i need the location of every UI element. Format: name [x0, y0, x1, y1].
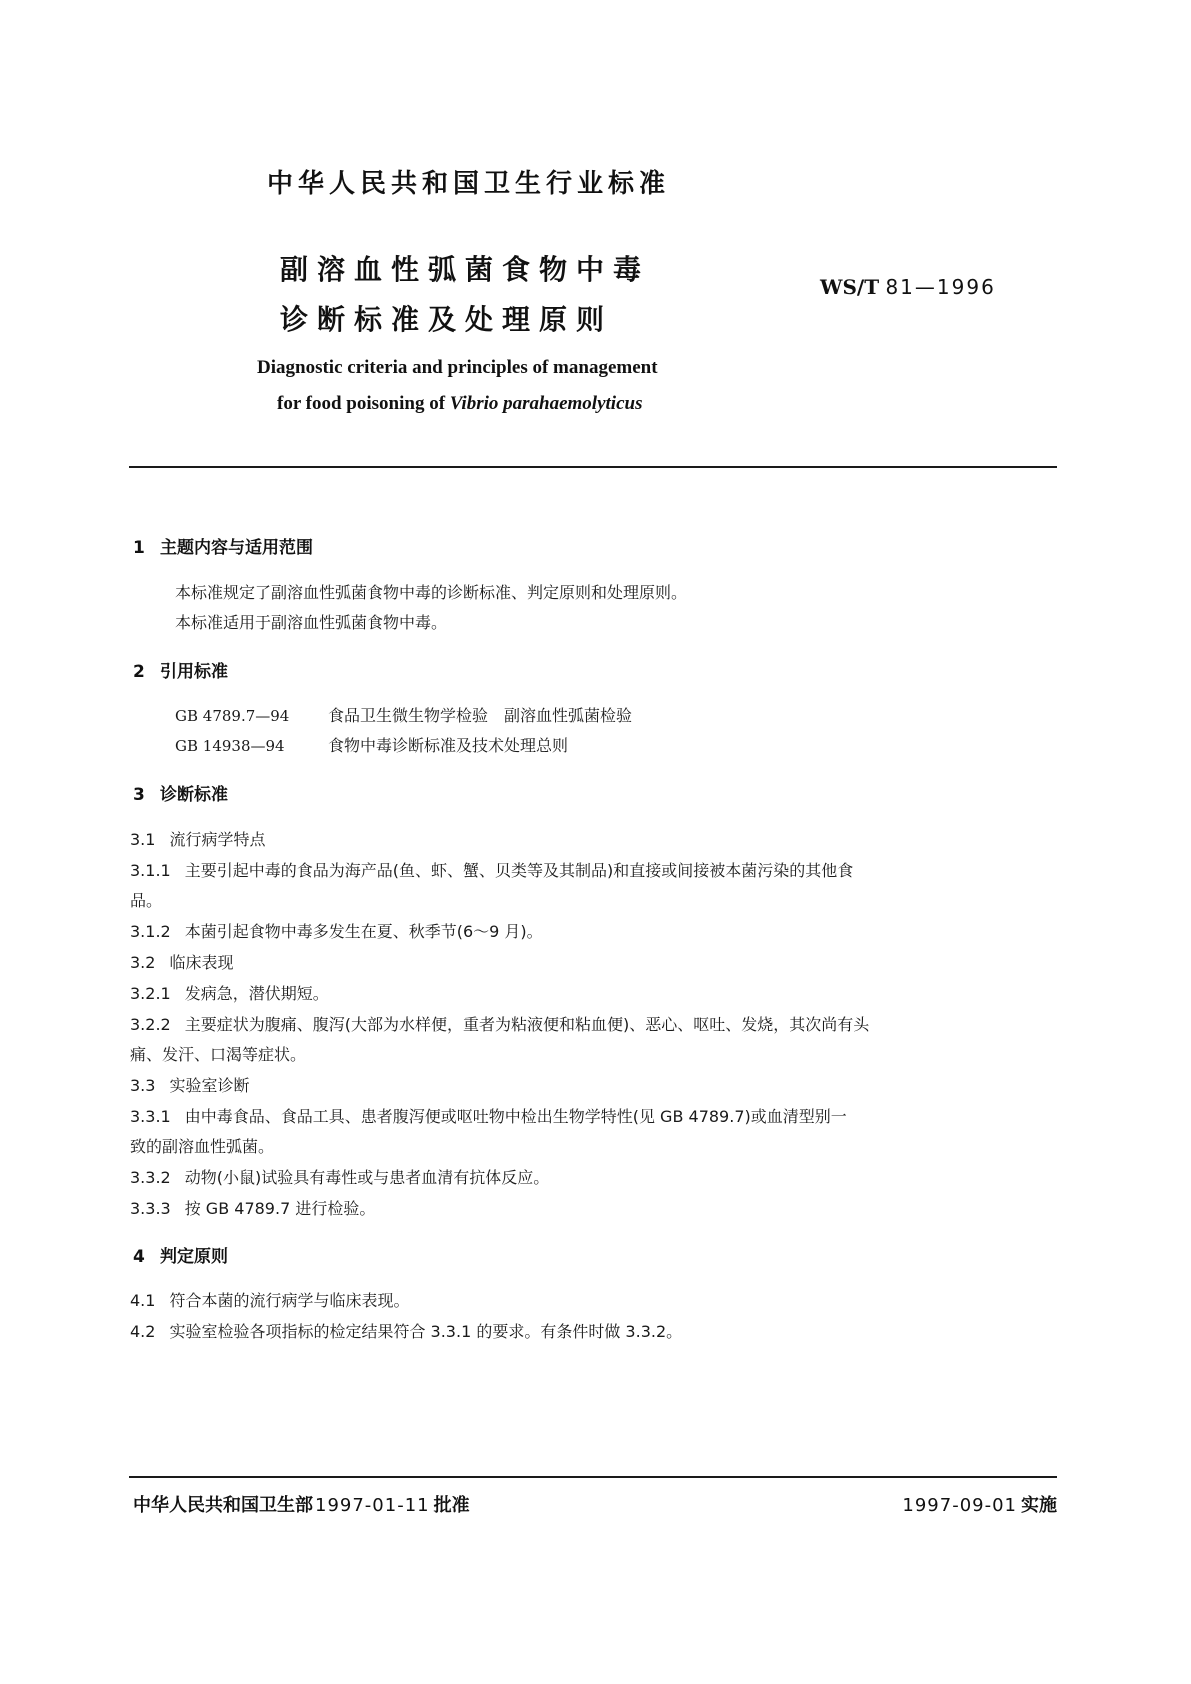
clause-text: 按 GB 4789.7 进行检验。	[184, 1199, 376, 1218]
section-1-paragraph-2: 本标准适用于副溶血性弧菌食物中毒。	[175, 613, 448, 632]
clause-number: 3.3	[130, 1076, 156, 1095]
standard-number	[820, 275, 996, 299]
clause-3-3-1	[130, 1104, 847, 1127]
clause-3-3-3	[130, 1196, 375, 1219]
clause-3-1-2	[130, 919, 543, 942]
clause-3-3	[130, 1073, 249, 1096]
en-title-species: Vibrio parahaemolyticus	[449, 393, 643, 414]
clause-4-1	[130, 1288, 409, 1311]
document-title-en-line2	[277, 393, 642, 415]
title-divider	[129, 466, 1057, 468]
section-number: 2	[133, 662, 145, 682]
clause-text: 实验室检验各项指标的检定结果符合 3.3.1 的要求。有条件时做 3.3.2。	[169, 1322, 683, 1341]
clause-number: 3.3.3	[130, 1199, 171, 1218]
clause-3-3-2	[130, 1165, 549, 1188]
document-title-en-line1: Diagnostic criteria and principles of management	[257, 357, 658, 378]
section-1-heading	[133, 533, 313, 558]
clause-3-2-1	[130, 981, 329, 1004]
document-title-zh-line1: 副溶血性弧菌食物中毒	[280, 253, 651, 286]
section-number: 4	[133, 1247, 145, 1267]
effective-date: 1997-09-01	[902, 1495, 1017, 1516]
section-number: 3	[133, 785, 145, 805]
clause-text: 实验室诊断	[169, 1076, 250, 1095]
clause-3-2-2	[130, 1012, 869, 1035]
standard-year-number: 81—1996	[885, 275, 996, 299]
clause-3-2	[130, 950, 233, 973]
document-title-zh-line2: 诊断标准及处理原则	[280, 303, 614, 336]
reference-code: GB 14938—94	[175, 737, 285, 755]
approver: 中华人民共和国卫生部	[133, 1495, 313, 1516]
section-3-heading	[133, 780, 228, 805]
clause-text: 主要症状为腹痛、腹泻(大部为水样便，重者为粘液便和粘血便)、恶心、呕吐、发烧，其次尚有头	[184, 1015, 870, 1034]
clause-number: 3.2.2	[130, 1015, 171, 1034]
section-title: 诊断标准	[160, 785, 228, 805]
approval-date: 1997-01-11	[315, 1495, 430, 1516]
clause-number: 3.2.1	[130, 984, 171, 1003]
section-2-heading	[133, 657, 228, 682]
clause-number: 4.1	[130, 1291, 156, 1310]
section-title: 判定原则	[160, 1247, 228, 1267]
en-title-prefix: for food poisoning of	[277, 393, 450, 414]
effective-statement	[900, 1491, 1057, 1517]
clause-text: 由中毒食品、食品工具、患者腹泻便或呕吐物中检出生物学特性(见 GB 4789.7)或血清型别一	[184, 1107, 847, 1126]
clause-3-1-1	[130, 858, 853, 881]
section-1-paragraph-1: 本标准规定了副溶血性弧菌食物中毒的诊断标准、判定原则和处理原则。	[175, 583, 688, 602]
clause-3-2-2-continuation: 痛、发汗、口渴等症状。	[130, 1045, 307, 1064]
clause-number: 3.1.2	[130, 922, 171, 941]
section-number: 1	[133, 538, 145, 558]
clause-4-2	[130, 1319, 682, 1342]
clause-number: 4.2	[130, 1322, 156, 1341]
clause-number: 3.1	[130, 830, 156, 849]
clause-3-1	[130, 827, 265, 850]
clause-text: 本菌引起食物中毒多发生在夏、秋季节(6～9 月)。	[184, 922, 543, 941]
standard-code: WS/T	[820, 275, 880, 299]
reference-title: 食品卫生微生物学检验 副溶血性弧菌检验	[328, 706, 633, 725]
footer-divider	[129, 1476, 1057, 1478]
clause-3-3-1-continuation: 致的副溶血性弧菌。	[130, 1137, 275, 1156]
clause-number: 3.3.1	[130, 1107, 171, 1126]
clause-text: 主要引起中毒的食品为海产品(鱼、虾、蟹、贝类等及其制品)和直接或间接被本菌污染的其他食	[184, 861, 854, 880]
standard-type-header: 中华人民共和国卫生行业标准	[267, 169, 671, 199]
clause-text: 发病急，潜伏期短。	[184, 984, 329, 1003]
clause-text: 符合本菌的流行病学与临床表现。	[169, 1291, 410, 1310]
section-4-heading	[133, 1242, 228, 1267]
clause-number: 3.2	[130, 953, 156, 972]
reference-2	[175, 733, 568, 756]
clause-text: 流行病学特点	[169, 830, 266, 849]
effective-word: 实施	[1021, 1495, 1057, 1516]
approval-word: 批准	[433, 1495, 470, 1516]
clause-text: 临床表现	[169, 953, 234, 972]
reference-1	[175, 703, 632, 726]
approval-statement	[133, 1491, 470, 1517]
clause-text: 动物(小鼠)试验具有毒性或与患者血清有抗体反应。	[184, 1168, 550, 1187]
section-title: 主题内容与适用范围	[160, 538, 313, 558]
reference-code: GB 4789.7—94	[175, 707, 290, 725]
clause-3-1-1-continuation: 品。	[130, 891, 163, 910]
reference-title: 食物中毒诊断标准及技术处理总则	[328, 736, 569, 755]
clause-number: 3.3.2	[130, 1168, 171, 1187]
section-title: 引用标准	[160, 662, 228, 682]
clause-number: 3.1.1	[130, 861, 171, 880]
